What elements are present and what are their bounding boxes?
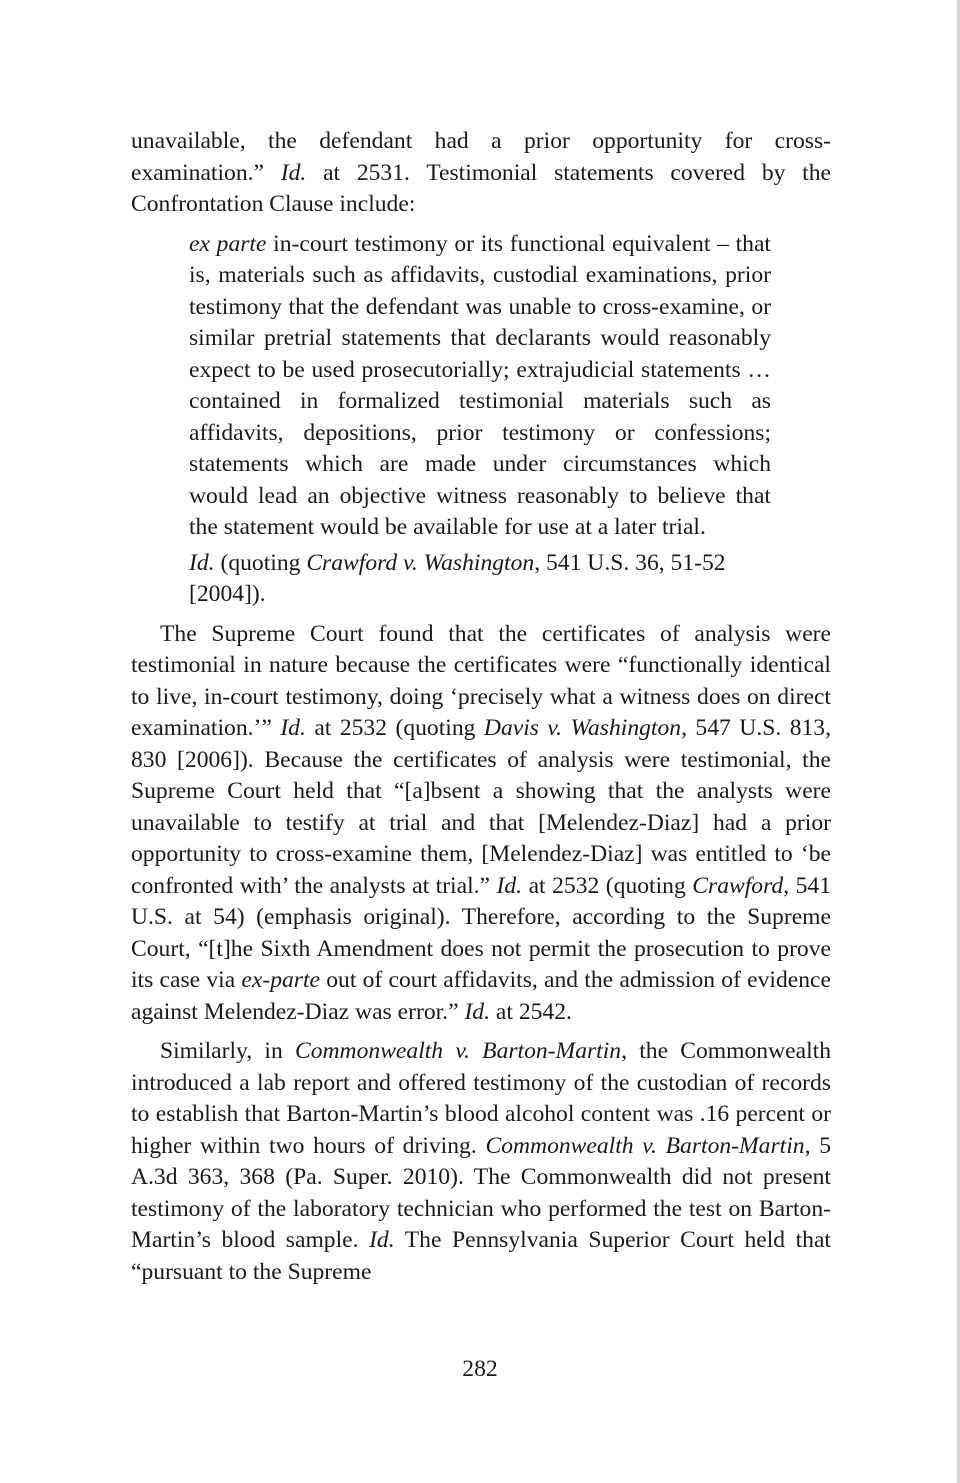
paragraph-continuation: unavailable, the defendant had a prior opportunity for cross-examination.” Id. at 2531. Testimonial statements covered by the Confrontation Clause include: [131, 128, 831, 217]
paragraph-supreme-court: The Supreme Court found that the certificates of analysis were testimonial in nature because the certificates were “functionally identical to live, in-court testimony, doing ‘precisely what a witness does on direct examination.’” Id. at 2532 (quoting Davis v. Washington, 547 U.S. 813, 830 [2006]). Because the certificates of analysis were testimonial, the Supreme Court held that “[a]bsent a showing that the analysts were unavailable to testify at trial and that [Melendez-Diaz] had a prior opportunity to cross-examine them, [Melendez-Diaz] was entitled to ‘be confronted with’ the analysts at trial.” Id. at 2532 (quoting Crawford, 541 U.S. at 54) (emphasis original). Therefore, according to the Supreme Court, “[t]he Sixth Amendment does not permit the prosecution to prove its case via ex-parte out of court affidavits, and the admission of evidence against Melendez-Diaz was error.” Id. at 2542. [131, 620, 831, 1025]
quote-citation: Id. (quoting Crawford v. Washington, 541 U.S. 36, 51-52 [2004]). [189, 549, 726, 607]
page-number: 282 [462, 1356, 498, 1382]
body-text [131, 126, 831, 1288]
paragraph-barton-martin: Similarly, in Commonwealth v. Barton-Martin, the Commonwealth introduced a lab report and offered testimony of the custodian of records to establish that Barton-Martin’s blood alcohol content was .16 percent or higher within two hours of driving. Commonwealth v. Barton-Martin, 5 A.3d 363, 368 (Pa. Super. 2010). The Commonwealth did not present testimony of the laboratory technician who performed the test on Barton-Martin’s blood sample. Id. The Pennsylvania Superior Court held that “pursuant to the Supreme [131, 1038, 831, 1285]
block-quote: ex parte in-court testimony or its functional equivalent – that is, materials such as affidavits, custodial examinations, prior testimony that the defendant was unable to cross-examine, or similar pretrial statements that declarants would reasonably expect to be used prosecutorially; extrajudicial statements … contained in formalized testimonial materials such as affidavits, depositions, prior testimony or confessions; statements which are made under circumstances which would lead an objective witness reasonably to believe that the statement would be available for use at a later trial. [189, 230, 771, 540]
